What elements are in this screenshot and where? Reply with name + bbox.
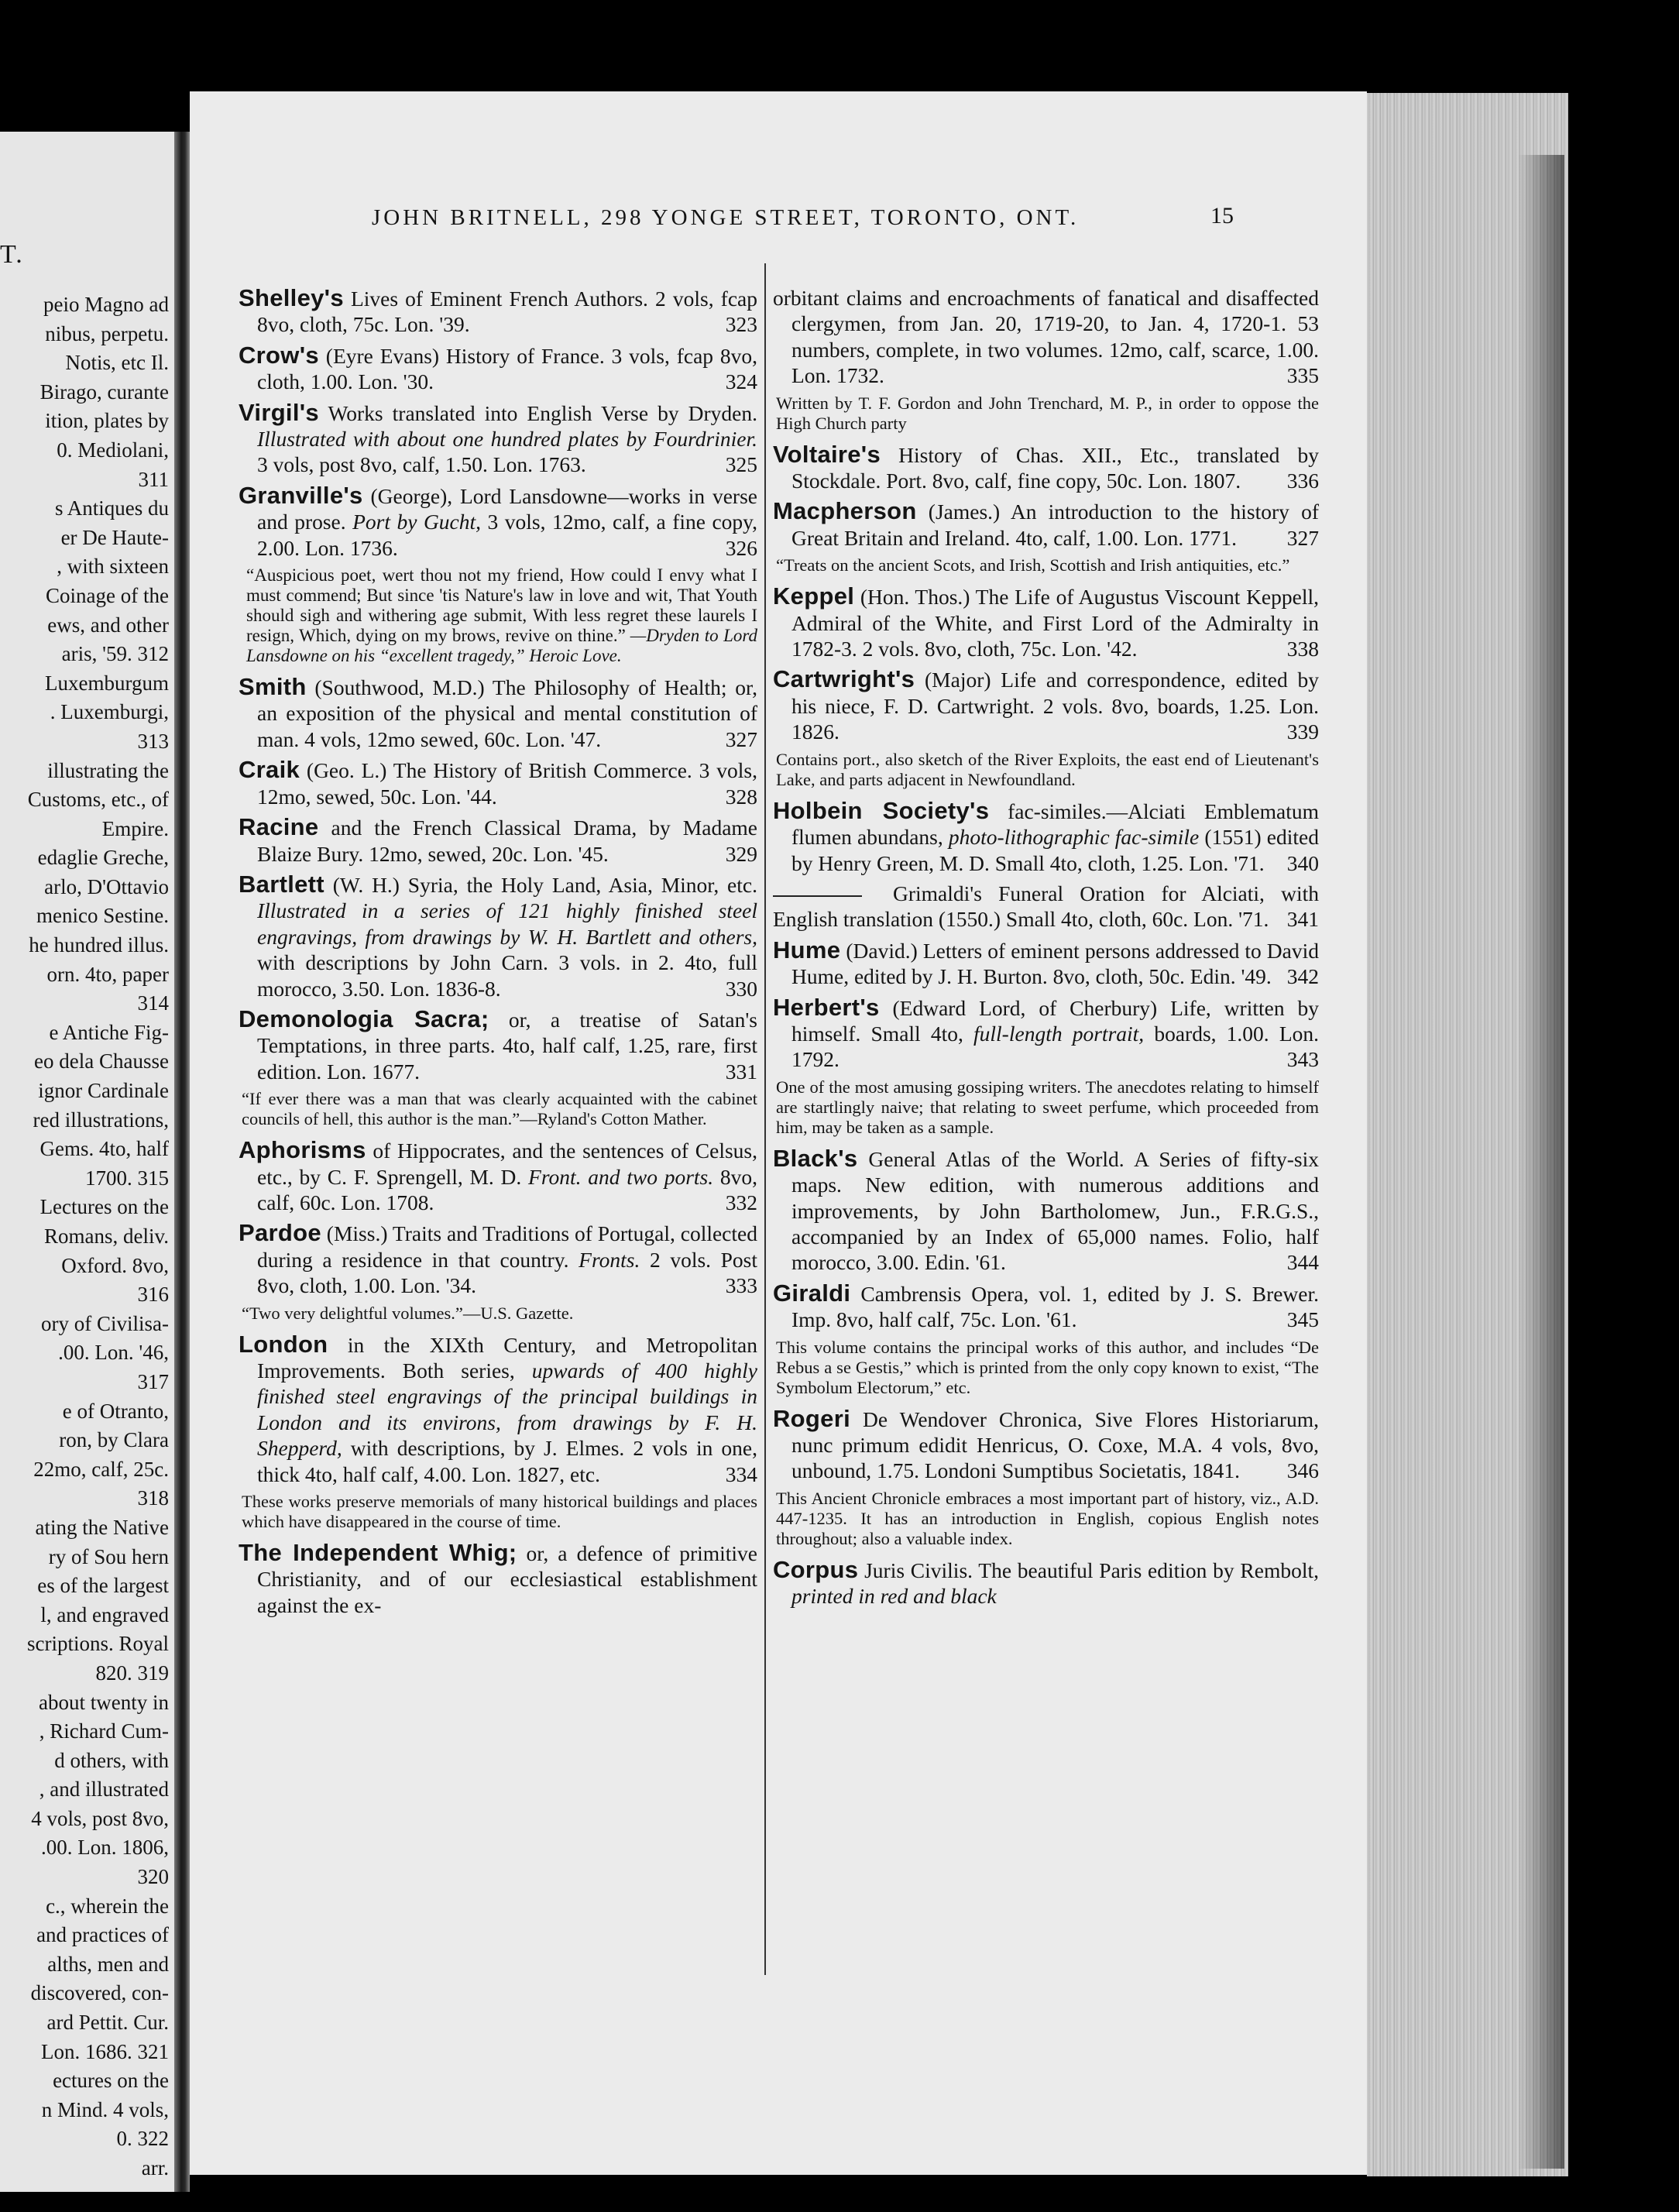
fragment-line: nibus, perpetu. — [45, 321, 169, 345]
entry-description: (Eyre Evans) History of France. 3 vols, fcap 8vo, cloth, 1.00. Lon. '30. — [257, 343, 758, 394]
entry-description-cont: 2 vols. Post 8vo, cloth, 1.00. Lon. '34. — [257, 1247, 758, 1298]
fragment-line: ignor Cardinale — [38, 1079, 169, 1103]
entry-description: Juris Civilis. The beautiful Paris edition by Rembolt, — [864, 1558, 1320, 1582]
entry-heading: Bartlett — [239, 870, 324, 898]
lot-number: 334 — [725, 1462, 757, 1486]
lot-number: 340 — [1286, 850, 1319, 875]
catalogue-entry — [773, 583, 1319, 661]
entry-note: “Two very delightful volumes.”—U.S. Gazette. — [242, 1303, 574, 1323]
entry-description: Lives of Eminent French Authors. 2 vols, fcap 8vo, cloth, 75c. Lon. '39. — [257, 287, 758, 337]
fragment-line: Customs, etc., of — [27, 788, 169, 812]
fragment-line: Luxemburgum — [45, 671, 169, 695]
entry-heading: The Independent Whig; — [239, 1539, 517, 1567]
entry-heading: Holbein Society's — [773, 796, 990, 824]
entry-description: (Hon. Thos.) The Life of Augustus Viscount Keppell, Admiral of the White, and First Lord of the Admiralty in 1782-3. 2 vols. 8vo, cloth, 75c. Lon. '42. — [791, 585, 1320, 661]
fragment-line: menico Sestine. — [36, 904, 169, 928]
entry-description: (Geo. L.) The History of British Commerce. 3 vols, 12mo, sewed, 50c. Lon. '44. — [257, 758, 757, 809]
entry-heading: Shelley's — [239, 284, 344, 311]
catalogue-entry — [773, 1146, 1319, 1276]
fragment-line: orn. 4to, paper — [46, 962, 169, 986]
fragment-line: ectures on the — [53, 2069, 169, 2093]
entry-description: fac-similes.—Alciati Emblematum flumen abundans, — [791, 799, 1319, 850]
entry-heading: Racine — [239, 813, 319, 841]
fragment-line: e Antiche Fig- — [49, 1020, 169, 1044]
page-number: 15 — [1210, 203, 1234, 228]
lot-number: 336 — [1286, 469, 1319, 493]
fragment-line: edaglie Greche, — [37, 846, 169, 870]
entry-description: (Edward Lord, of Cherbury) Life, written by himself. Small 4to, — [791, 995, 1320, 1046]
catalogue-entry — [773, 1557, 1319, 1609]
lot-number: 339 — [1286, 720, 1319, 744]
fragment-line: 316 — [137, 1283, 169, 1307]
lot-number: 333 — [725, 1273, 757, 1298]
catalogue-entry — [239, 814, 757, 867]
previous-page-running-head: T. — [0, 240, 24, 269]
entry-heading: Black's — [773, 1144, 858, 1172]
fragment-line: 313 — [137, 729, 169, 753]
fragment-line: 4 vols, post 8vo, — [31, 1806, 169, 1830]
lot-number: 323 — [725, 312, 757, 337]
fragment-line: 0. Mediolani, — [57, 438, 169, 462]
lot-number: 343 — [1286, 1047, 1319, 1072]
entry-description-cont: 3 vols, post 8vo, calf, 1.50. Lon. 1763. — [257, 452, 586, 477]
entry-heading: Granville's — [239, 481, 363, 509]
entry-note: One of the most amusing gossiping writers. The anecdotes relating to himself are startlingly naive; that relating to sweet perfume, which proceeded from him, may be taken as a sample. — [776, 1077, 1319, 1137]
entry-description: and the French Classical Drama, by Madame Blaize Bury. 12mo, sewed, 20c. Lon. '45. — [257, 816, 758, 866]
lot-number: 338 — [1286, 637, 1319, 661]
book-gutter — [174, 132, 190, 2192]
quote-attribution: —Dryden to Lord Lansdowne on his “excellent tragedy,” Heroic Love. — [246, 626, 757, 666]
fragment-line: Coinage of the — [46, 583, 169, 607]
fragment-line: 320 — [137, 1865, 169, 1889]
fore-edge-shadow — [1518, 155, 1564, 2169]
fragment-line: 318 — [137, 1486, 169, 1510]
catalogue-entry — [239, 342, 757, 395]
entry-description: (W. H.) Syria, the Holy Land, Asia, Minor, etc. — [332, 872, 757, 897]
fragment-line: er De Haute- — [60, 525, 169, 549]
catalogue-entry — [773, 994, 1319, 1073]
fragment-line: c., wherein the — [46, 1894, 169, 1918]
catalogue-entry — [773, 881, 1319, 933]
column-divider — [764, 263, 766, 1975]
entry-heading: Crow's — [239, 341, 319, 369]
fragment-line: n Mind. 4 vols, — [41, 2097, 169, 2121]
entry-heading: Aphorisms — [239, 1136, 366, 1164]
entry-description-cont: with descriptions, by J. Elmes. 2 vols in one, thick 4to, half calf, 4.00. Lon. 1827, etc. — [257, 1436, 757, 1486]
catalogue-entry — [773, 1406, 1319, 1484]
entry-italic-note: Front. and two ports. — [528, 1164, 714, 1189]
entry-note: This Ancient Chronicle embraces a most important part of history, viz., A.D. 447-1235. It has an introduction in English, copious English notes throughout; also a valuable index. — [776, 1488, 1319, 1548]
fragment-line: d others, with — [54, 1748, 169, 1772]
entry-description: or, a defence of primitive Christianity, and of our ecclesiastical establishment against the ex- — [257, 1541, 758, 1617]
fragment-line: ard Pettit. Cur. — [46, 2011, 169, 2035]
entry-note: Contains port., also sketch of the River Exploits, the east end of Lieutenant's Lake, and parts adjacent in Newfoundland. — [776, 749, 1319, 789]
fragment-line: , and illustrated — [39, 1778, 169, 1802]
fragment-line: Gems. 4to, half — [39, 1137, 169, 1161]
fragment-line: illustrating the — [47, 758, 169, 782]
catalogue-entry — [239, 1540, 757, 1618]
lot-number: 345 — [1286, 1307, 1319, 1332]
entry-italic-note: printed in red and black — [791, 1584, 997, 1609]
entry-heading: Keppel — [773, 582, 855, 610]
fragment-line: , Richard Cum- — [39, 1719, 169, 1743]
fragment-line: red illustrations, — [33, 1108, 169, 1132]
entry-italic-note: Fronts. — [579, 1247, 640, 1272]
catalogue-entry — [239, 1137, 757, 1215]
fragment-line: discovered, con- — [30, 1981, 169, 2005]
catalogue-entry — [239, 1331, 757, 1487]
fragment-line: 317 — [137, 1369, 169, 1393]
catalogue-entry — [239, 757, 757, 809]
lot-number: 327 — [725, 726, 757, 751]
fragment-line: 311 — [138, 467, 169, 491]
entry-heading: Craik — [239, 756, 300, 784]
lot-number: 344 — [1286, 1250, 1319, 1275]
verse-quote — [246, 565, 757, 666]
fragment-line: s Antiques du — [54, 496, 169, 520]
fragment-line: and practices of — [36, 1923, 169, 1947]
entry-heading: Macpherson — [773, 497, 917, 525]
entry-description: De Wendover Chronica, Sive Flores Historiarum, nunc primum edidit Henricus, O. Coxe, M.A. 4 vols, 8vo, unbound, 1.75. Londoni Sumptibus Societatis, 1841. — [791, 1407, 1320, 1483]
entry-description: (Southwood, M.D.) The Philosophy of Health; or, an exposition of the physical and mental constitution of man. 4 vols, 12mo sewed, 60c. Lon. '47. — [257, 675, 757, 751]
fragment-line: .00. Lon. '46, — [58, 1341, 169, 1365]
entry-heading: Hume — [773, 936, 841, 963]
entry-heading: Giraldi — [773, 1279, 851, 1307]
entry-description-cont: 3 vols, 12mo, calf, a fine copy, 2.00. Lon. 1736. — [257, 510, 757, 560]
catalogue-entry — [773, 937, 1319, 990]
entry-description: of Hippocrates, and the sentences of Celsus, etc., by C. F. Sprengell, M. D. — [257, 1139, 757, 1189]
fragment-line: Birago, curante — [39, 380, 169, 404]
entry-heading: Smith — [239, 673, 307, 701]
fragment-line: 314 — [137, 991, 169, 1015]
lot-number: 331 — [725, 1059, 757, 1084]
fragment-line: ating the Native — [35, 1515, 169, 1539]
fragment-line: he hundred illus. — [29, 933, 169, 957]
fragment-line: arr. — [141, 2156, 169, 2179]
entry-description: (David.) Letters of eminent persons addressed to David Hume, edited by J. H. Burton. 8vo, cloth, 50c. Edin. '49. — [791, 938, 1320, 989]
entry-description: General Atlas of the World. A Series of fifty-six maps. New edition, with numerous additions and improvements, by John Bartholomew, Jun., F.R.G.S., accompanied by an Index of 65,000 names. Folio, half morocco, 3.00. Edin. '61. — [791, 1146, 1319, 1275]
catalogue-entry — [773, 798, 1319, 876]
fragment-line: 22mo, calf, 25c. — [33, 1457, 169, 1481]
fragment-line: l, and engraved — [40, 1602, 169, 1626]
fragment-line: ory of Civilisa- — [41, 1311, 169, 1335]
fragment-line: about twenty in — [39, 1690, 169, 1714]
fragment-line: arlo, D'Ottavio — [44, 874, 169, 898]
fragment-line: peio Magno ad — [43, 293, 169, 316]
fragment-line: ron, by Clara — [59, 1428, 169, 1452]
entry-note: These works preserve memorials of many historical buildings and places which have disappeared in the course of time. — [242, 1492, 757, 1532]
entry-description: in the XIXth Century, and Metropolitan Improvements. Both series, — [257, 1332, 757, 1382]
entry-italic-note: Illustrated with about one hundred plates by Fourdrinier. — [257, 427, 757, 452]
fragment-line: .00. Lon. 1806, — [41, 1836, 169, 1860]
fragment-line: 820. 319 — [95, 1661, 169, 1685]
fragment-line: Notis, etc Il. — [65, 351, 169, 375]
fragment-line: Lectures on the — [39, 1195, 169, 1219]
catalogue-entry — [239, 1220, 757, 1298]
fragment-line: aris, '59. 312 — [61, 642, 169, 666]
entry-description-cont: boards, 1.00. Lon. 1792. — [791, 1021, 1320, 1072]
entry-italic-note: photo-lithographic fac-simile — [948, 825, 1200, 850]
entry-description: Grimaldi's Funeral Oration for Alciati, with English translation (1550.) Small 4to, cloth, 60c. Lon. '71. — [773, 881, 1319, 932]
fragment-line: e of Otranto, — [62, 1399, 169, 1423]
entry-description: or, a treatise of Satan's Temptations, in three parts. 4to, half calf, 1.25, rare, first edition. Lon. 1677. — [257, 1007, 757, 1084]
lot-number: 341 — [1286, 907, 1319, 932]
catalogue-entry — [239, 483, 757, 561]
entry-heading: London — [239, 1330, 328, 1358]
entry-note: “Treats on the ancient Scots, and Irish, Scottish and Irish antiquities, etc.” — [776, 555, 1290, 575]
right-column — [773, 285, 1319, 1614]
entry-description-cont: (1551) edited by Henry Green, M. D. Small 4to, cloth, 1.25. Lon. '71. — [791, 825, 1319, 875]
catalogue-entry — [773, 498, 1319, 551]
entry-italic-note: upwards of 400 highly finished steel engravings of the principal buildings in London and its environs, from drawings by F. H. Shepperd, — [257, 1358, 757, 1461]
fragment-line: es of the largest — [37, 1574, 169, 1598]
entry-heading: Rogeri — [773, 1404, 850, 1432]
lot-number: 328 — [725, 784, 757, 809]
previous-page-fragment — [0, 132, 174, 2192]
fragment-line: ews, and other — [47, 613, 169, 637]
lot-number: 325 — [725, 452, 757, 477]
catalogue-entry — [239, 1006, 757, 1084]
entry-description: (James.) An introduction to the history of Great Britain and Ireland. 4to, calf, 1.00. Lon. 1771. — [791, 500, 1319, 550]
entry-italic-note: Port by Gucht, — [352, 510, 482, 534]
entry-note: This volume contains the principal works of this author, and includes “De Rebus a se Gestis,” which is printed from the only copy known to exist, “The Symbolum Electorum,” etc. — [776, 1337, 1319, 1397]
catalogue-entry — [773, 441, 1319, 494]
entry-description: (Major) Life and correspondence, edited by his niece, F. D. Cartwright. 2 vols. 8vo, boards, 1.25. Lon. 1826. — [791, 668, 1319, 744]
lot-number: 342 — [1286, 964, 1319, 989]
entry-heading: Cartwright's — [773, 665, 915, 693]
entry-italic-note: full-length portrait, — [973, 1021, 1145, 1046]
fragment-line: scriptions. Royal — [27, 1632, 169, 1656]
fragment-line: alths, men and — [47, 1952, 169, 1976]
lot-number: 335 — [1286, 363, 1319, 388]
lot-number: 329 — [725, 841, 757, 866]
lot-number: 330 — [725, 976, 757, 1001]
fragment-line: . Luxemburgi, — [50, 700, 169, 724]
entry-heading: Pardoe — [239, 1219, 321, 1247]
entry-description: (George), Lord Lansdowne—works in verse and prose. — [257, 483, 758, 534]
entry-heading: Virgil's — [239, 398, 319, 426]
fragment-line: eo dela Chausse — [34, 1049, 169, 1073]
lot-number: 324 — [725, 369, 757, 394]
entry-italic-note: Illustrated in a series of 121 highly finished steel engravings, from drawings by W. H. Bartlett and others, — [257, 898, 757, 949]
entry-heading: Herbert's — [773, 993, 880, 1021]
entry-note: Written by T. F. Gordon and John Trenchard, M. P., in order to oppose the High Church party — [776, 393, 1319, 433]
entry-description: orbitant claims and encroachments of fanatical and disaffected clergymen, from Jan. 20, 1719-20, to Jan. 4, 1720-1. 53 numbers, complete, in two volumes. 12mo, calf, scarce, 1.00. Lon. 1732. — [773, 286, 1319, 388]
lot-number: 346 — [1286, 1458, 1319, 1483]
fragment-line: Lon. 1686. 321 — [41, 2039, 169, 2063]
entry-description: History of Chas. XII., Etc., translated by Stockdale. Port. 8vo, calf, fine copy, 50c. Lon. 1807. — [791, 442, 1319, 493]
entry-description: Cambrensis Opera, vol. 1, edited by J. S. Brewer. Imp. 8vo, half calf, 75c. Lon. '61. — [791, 1281, 1320, 1332]
entry-heading: Voltaire's — [773, 440, 881, 468]
entry-description: Works translated into English Verse by Dryden. — [328, 400, 757, 425]
left-column — [239, 285, 757, 1623]
running-head: JOHN BRITNELL, 298 YONGE STREET, TORONTO, ONT. — [372, 205, 1080, 230]
catalogue-entry — [239, 285, 757, 338]
catalogue-entry — [239, 871, 757, 1001]
catalogue-entry — [773, 666, 1319, 744]
fragment-line: Empire. — [101, 816, 169, 840]
catalogue-entry — [239, 674, 757, 752]
catalogue-entry — [773, 285, 1319, 389]
entry-description-cont: 8vo, calf, 60c. Lon. 1708. — [257, 1164, 758, 1214]
catalogue-entry — [239, 400, 757, 478]
fragment-line: 1700. 315 — [85, 1166, 169, 1190]
fragment-line: Romans, deliv. — [44, 1224, 169, 1248]
fragment-line: Oxford. 8vo, — [61, 1253, 169, 1277]
entry-description: (Miss.) Traits and Traditions of Portugal, collected during a residence in that country. — [257, 1221, 757, 1272]
fragment-line: ry of Sou hern — [48, 1544, 169, 1568]
catalogue-entry — [773, 1280, 1319, 1333]
entry-heading: Demonologia Sacra; — [239, 1005, 489, 1032]
quote-text: “Auspicious poet, wert thou not my friend, How could I envy what I must commend; But since 'tis Nature's law in love and wit, That Youth should sigh and withering age submit, With less regret these laurels I resign, Which, dying on my brows, revive on thine.” — [246, 565, 757, 646]
fragment-line: , with sixteen — [57, 555, 169, 579]
entry-note: “If ever there was a man that was clearly acquainted with the cabinet councils of hell, this author is the man.”—Ryland's Cotton Mather. — [242, 1089, 757, 1129]
previous-page-text — [0, 290, 169, 2183]
entry-description-cont: with descriptions by John Carn. 3 vols. in 2. 4to, full morocco, 3.50. Lon. 1836-8. — [257, 950, 757, 1001]
lot-number: 327 — [1286, 525, 1319, 550]
entry-heading: Corpus — [773, 1555, 859, 1583]
fragment-line: 0. 322 — [116, 2127, 169, 2151]
lot-number: 332 — [725, 1190, 757, 1214]
ditto-rule — [773, 895, 862, 897]
fragment-line: ition, plates by — [45, 409, 169, 433]
lot-number: 326 — [725, 535, 757, 560]
